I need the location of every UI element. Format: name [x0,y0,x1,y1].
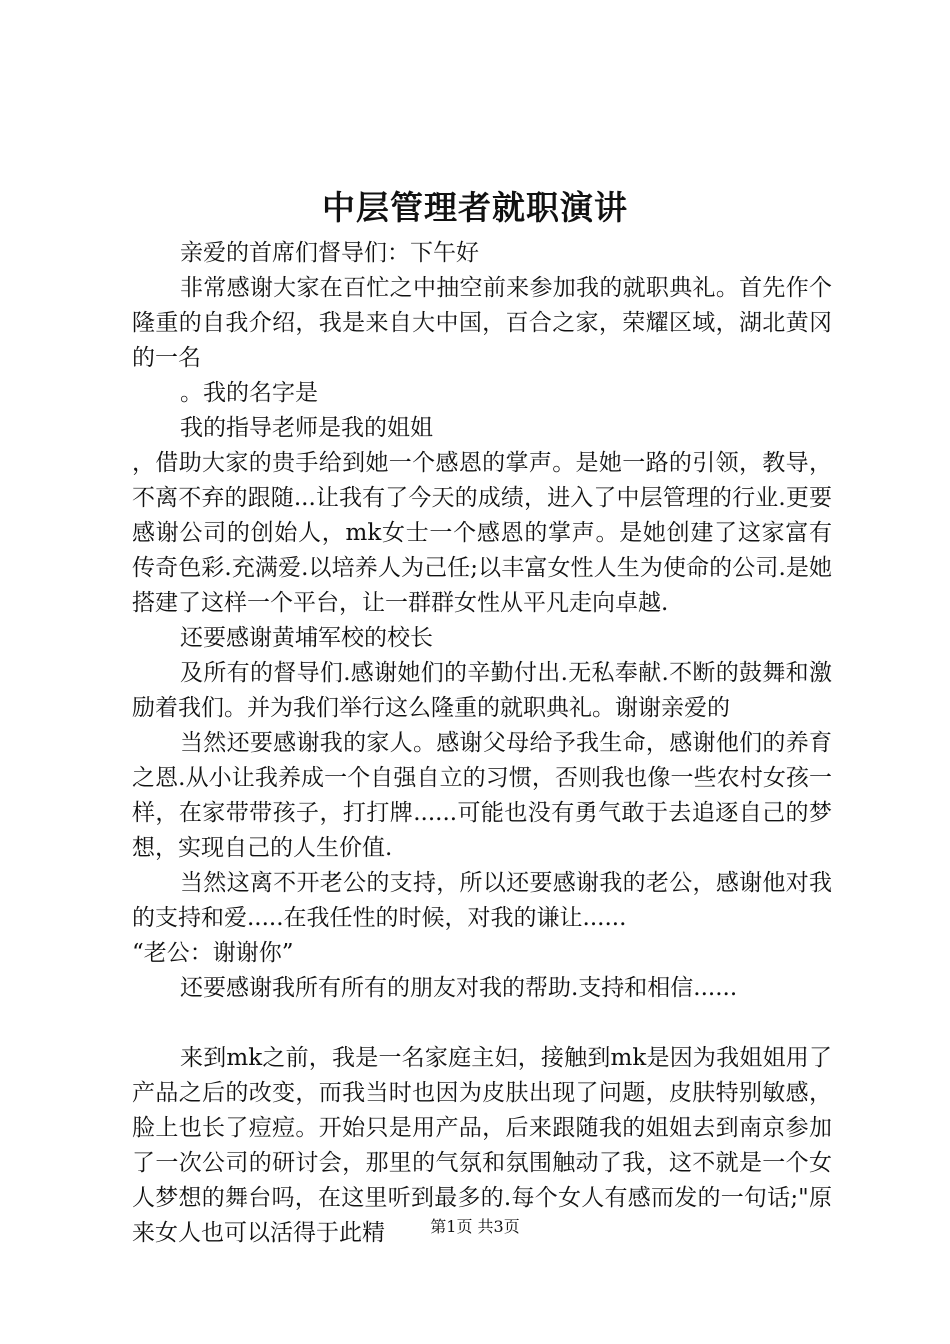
paragraph-greeting: 亲爱的首席们督导们：下午好 [180,240,479,266]
paragraph-thanks-supervisors: 及所有的督导们.感谢她们的辛勤付出.无私奉献.不断的鼓舞和激励着我们。并为我们举行这么隆重的就职典礼。谢谢亲爱的 [132,660,832,721]
paragraph-story: 来到mk之前，我是一名家庭主妇，接触到mk是因为我姐姐用了产品之后的改变，而我当时也因为皮肤出现了问题，皮肤特别敏感，脸上也长了痘痘。开始只是用产品，后来跟随我的姐姐去到南京参加了一次公司的研讨会，那里的气氛和氛围触动了我，这不就是一个女人梦想的舞台吗，在这里听到最多的.每个女人有感而发的一句话;"原来女人也可以活得于此精 [132,1045,832,1246]
document-title: 中层管理者就职演讲 [322,188,628,227]
paragraph-introduction: 非常感谢大家在百忙之中抽空前来参加我的就职典礼。首先作个隆重的自我介绍，我是来自大中国，百合之家，荣耀区域，湖北黄冈的一名 [132,275,832,371]
paragraph-husband-quote: “老公：谢谢你” [132,940,294,966]
paragraph-thanks-husband: 当然这离不开老公的支持，所以还要感谢我的老公，感谢他对我的支持和爱.....在我任性的时候，对我的谦让...... [132,870,832,931]
paragraph-spacer [132,1006,832,1041]
paragraph-thanks-family: 当然还要感谢我的家人。感谢父母给予我生命，感谢他们的养育之恩.从小让我养成一个自强自立的习惯，否则我也像一些农村女孩一样，在家带带孩子，打打牌......可能也没有勇气敢于去追逐自己的梦想，实现自己的人生价值. [132,730,832,861]
paragraph-name: 。我的名字是 [180,380,318,406]
paragraph-thanks-mentor: ，借助大家的贵手给到她一个感恩的掌声。是她一路的引领，教导，不离不弃的跟随...让我有了今天的成绩，进入了中层管理的行业.更要感谢公司的创始人，mk女士一个感恩的掌声。是她创建了这家富有传奇色彩.充满爱.以培养人为己任;以丰富女性人生为使命的公司.是她搭建了这样一个平台，让一群群女性从平凡走向卓越. [132,450,832,616]
page-number-footer: 第1页 共3页 [430,1217,520,1236]
document-body [132,236,832,1251]
paragraph-mentor: 我的指导老师是我的姐姐 [180,415,433,441]
paragraph-thanks-friends: 还要感谢我所有所有的朋友对我的帮助.支持和相信...... [180,975,738,1001]
paragraph-thanks-principal: 还要感谢黄埔军校的校长 [180,625,433,651]
